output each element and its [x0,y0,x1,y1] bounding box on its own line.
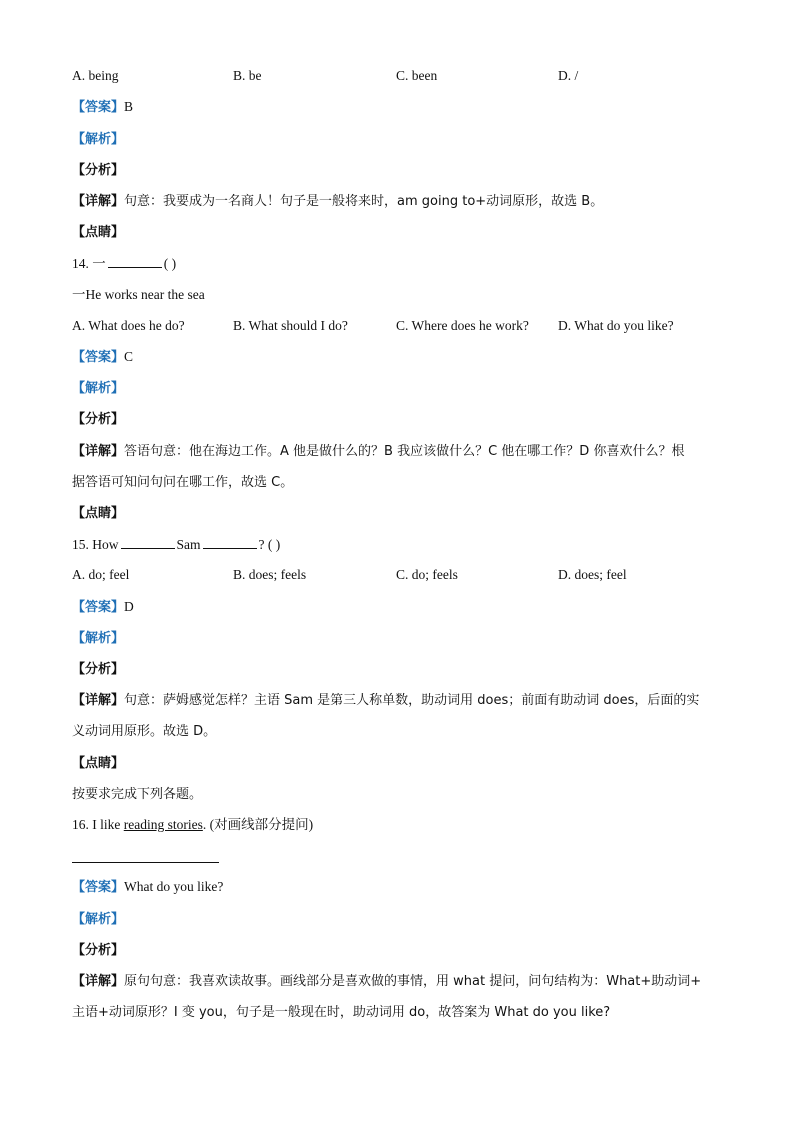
q13-detail: 【详解】句意：我要成为一名商人！句子是一般将来时，am going to+动词原形，故选 B。 [72,194,604,209]
q13-fenxi: 【分析】 [72,163,125,178]
q15-dianjing: 【点睛】 [72,756,125,771]
q14-option-b: B. What should I do? [233,318,348,333]
q16-stem: 16. I like reading stories. (对画线部分提问) [72,817,314,832]
q16-detail-2: 主语+动词原形？I 变 you，句子是一般现在时，助动词用 do，故答案为 What do you like? [72,1005,611,1020]
q15-option-b: B. does; feels [233,567,307,582]
underlined-phrase: reading stories [123,817,203,832]
q14-option-c: C. Where does he work? [396,318,529,333]
q13-option-b: B. be [233,68,262,83]
q14-reply: 一He works near the sea [72,287,205,302]
q15-option-d: D. does; feel [558,567,627,582]
q14-stem: 14. 一 ( ) [72,253,176,274]
answer-blank [121,534,175,549]
q13-dianjing: 【点睛】 [72,225,125,240]
q14-fenxi: 【分析】 [72,412,125,427]
q13-answer-line [72,97,133,118]
q15-fenxi: 【分析】 [72,662,125,677]
q13-option-a: A. being [72,68,119,83]
q16-answer-line: 【答案】What do you like? [72,879,224,895]
q15-option-c: C. do; feels [396,567,458,582]
section-instruction: 按要求完成下列各题。 [72,787,203,802]
q15-detail-2: 义动词用原形。故选 D。 [72,724,217,739]
q15-stem: 15. How Sam ? ( ) [72,534,280,555]
q14-answer: C [124,349,134,364]
q16-fenxi: 【分析】 [72,943,125,958]
q14-option-d: D. What do you like? [558,318,674,333]
q15-answer: D [124,599,134,614]
q14-dianjing: 【点睛】 [72,506,125,521]
q15-option-a: A. do; feel [72,567,130,582]
q14-jiexi: 【解析】 [72,381,125,396]
answer-blank [203,534,257,549]
q15-jiexi: 【解析】 [72,631,125,646]
q13-answer: B [124,99,134,114]
q14-detail-2: 据答语可知问句问在哪工作，故选 C。 [72,475,294,490]
q16-answer: What do you like? [124,879,224,894]
q16-detail-1: 【详解】原句句意：我喜欢读故事。画线部分是喜欢做的事情，用 what 提问，问句结构为：What+助动词+ [72,974,702,989]
q13-option-c: C. been [396,68,438,83]
answer-write-line [72,862,219,863]
q14-answer-line: 【答案】C [72,349,134,365]
q16-jiexi: 【解析】 [72,912,125,927]
q14-detail-1: 【详解】答语句意：他在海边工作。A 他是做什么的？B 我应该做什么？C 他在哪工作？D 你喜欢什么？根 [72,444,685,459]
answer-tag: 【答案】 [72,100,125,115]
q13-option-d: D. / [558,68,579,83]
q15-answer-line: 【答案】D [72,599,134,615]
q15-detail-1: 【详解】句意：萨姆感觉怎样？主语 Sam 是第三人称单数，助动词用 does；前面有助动词 does，后面的实 [72,693,700,708]
q14-option-a: A. What does he do? [72,318,185,333]
q13-jiexi: 【解析】 [72,132,125,147]
answer-blank [108,253,162,268]
